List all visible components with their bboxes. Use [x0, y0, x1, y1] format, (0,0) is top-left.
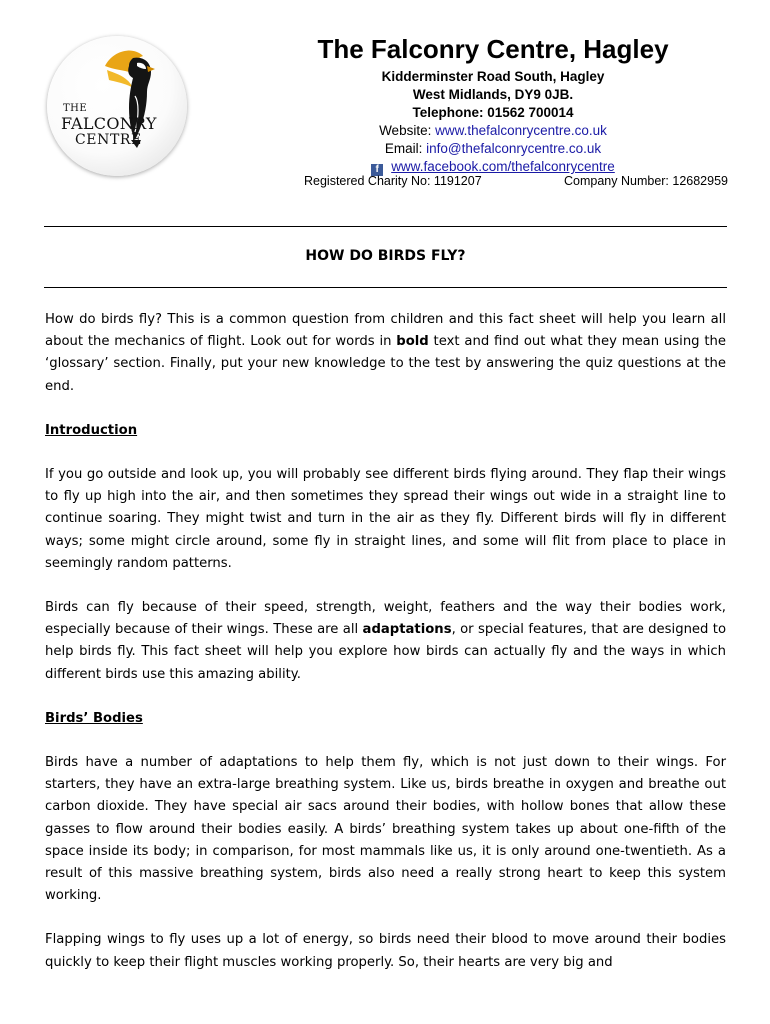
organization-title: The Falconry Centre, Hagley: [317, 34, 669, 64]
intro-p3-text-b: , or special features, that are designed to help birds fly. This fact sheet will help you explore how birds can actually fly and the ways in which different birds use this amazing ability.: [45, 622, 727, 682]
bodies-paragraph-2: Flapping wings to fly uses up a lot of energy, so birds need their blood to move around their bodies quickly to keep their flight muscles working properly. So, their hearts are very big and: [45, 932, 726, 970]
divider-title: [44, 287, 727, 288]
logo-centre: CENTRE: [75, 132, 142, 148]
divider-top: [44, 226, 727, 227]
website-link[interactable]: www.thefalconrycentre.co.uk: [435, 123, 607, 138]
address-line-1: Kidderminster Road South, Hagley: [381, 69, 605, 84]
address-line-2: West Midlands, DY9 0JB.: [412, 87, 574, 102]
falcon-logo-icon: [47, 36, 187, 176]
telephone: Telephone: 01562 700014: [412, 105, 574, 120]
email-line: [258, 140, 728, 158]
website-label: Website:: [379, 123, 436, 138]
email-label: Email:: [384, 141, 427, 156]
bodies-paragraph-1: Birds have a number of adaptations to help them fly, which is not just down to their wings. For starters, they have an extra-large breathing system. Like us, birds breathe in oxygen and breathe out carbon dioxide. They have special air sacs around their bodies, with hollow bones that allow these gasses to flow around their bodies easily. A birds’ breathing system takes up about one-fifth of the space inside its body; in comparison, for most mammals like us, it is only around one-twentieth. As a result of this massive breathing system, birds also need a really strong heart to keep this system working.: [45, 755, 726, 904]
website-line: [258, 122, 728, 140]
company-number: Company Number: 12682959: [564, 174, 728, 188]
facebook-link[interactable]: www.facebook.com/thefalconrycentre: [391, 159, 615, 174]
heading-birds-bodies: Birds’ Bodies: [45, 710, 143, 726]
intro-p1-bold: bold: [396, 334, 429, 350]
registration-row: [304, 174, 728, 188]
intro-paragraph-3: [45, 597, 726, 686]
logo-text: [61, 104, 169, 147]
letterhead: [258, 34, 728, 176]
intro-p1-text-b: text and find out what they mean using the ‘glossary’ section. Finally, put your new knowledge to the test by answering the quiz questions at the end.: [45, 334, 727, 394]
email-link[interactable]: info@thefalconrycentre.co.uk: [426, 141, 602, 156]
heading-introduction: Introduction: [45, 422, 138, 438]
intro-paragraph-2: If you go outside and look up, you will probably see different birds flying around. They flap their wings to fly up high into the air, and then sometimes they spread their wings out wide in a straight line to continue soaring. They might twist and turn in the air as they fly. Different birds will fly in different ways; some might circle around, some fly in straight lines, and some will flit from place to place in seemingly random patterns.: [45, 467, 726, 571]
logo-falconry: FALCONRY: [61, 114, 157, 133]
intro-paragraph-1: [45, 309, 726, 398]
facebook-icon[interactable]: f: [371, 164, 383, 176]
charity-number: Registered Charity No: 1191207: [304, 174, 482, 188]
document-title: HOW DO BIRDS FLY?: [305, 248, 466, 264]
intro-p3-text-a: Birds can fly because of their speed, strength, weight, feathers and the way their bodies work, especially because of their wings. These are all: [45, 600, 726, 638]
intro-p1-text-a: How do birds fly? This is a common question from children and this fact sheet will help you learn all about the mechanics of flight. Look out for words in: [45, 312, 726, 350]
logo-the: THE: [63, 103, 88, 114]
document-body: [45, 309, 726, 996]
intro-p3-bold: adaptations: [362, 622, 452, 638]
